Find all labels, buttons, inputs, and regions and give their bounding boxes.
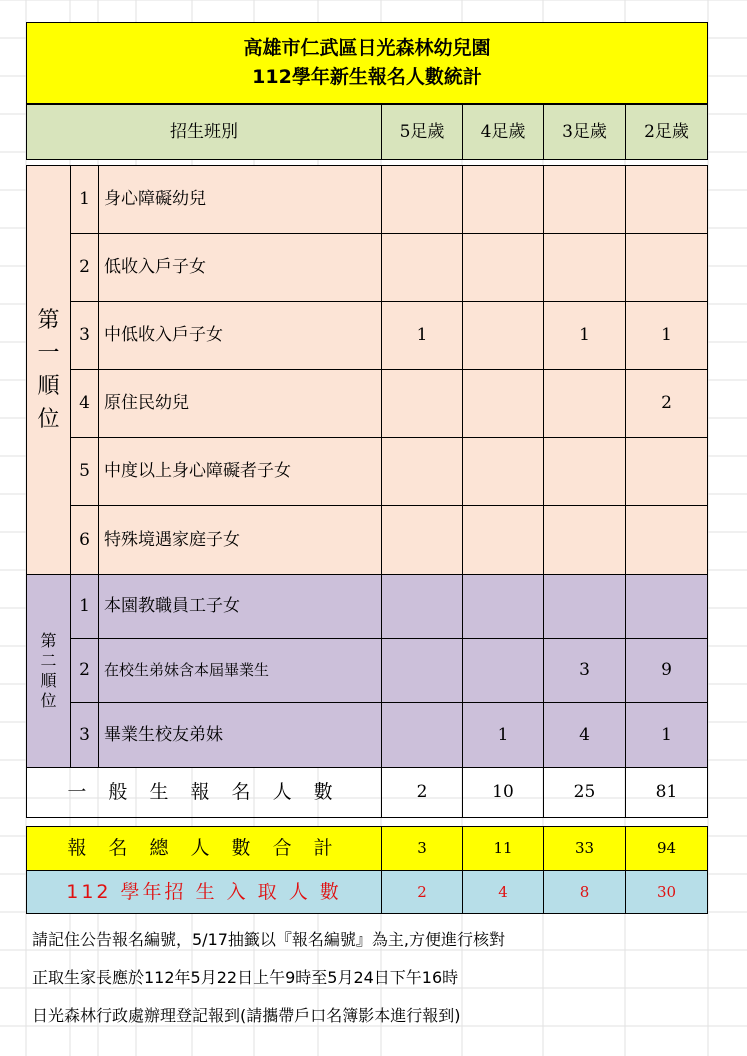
row-label: 低收入戶子女 (98, 233, 382, 302)
value-age-5 (381, 165, 463, 234)
total-label: 報 名 總 人 數 合 計 (26, 826, 382, 871)
value-age-2: 1 (625, 702, 708, 768)
title-line-1: 高雄市仁武區日光森林幼兒園 (243, 37, 491, 59)
header-age-5: 5足歲 (381, 104, 463, 160)
row-number: 1 (70, 165, 99, 234)
row-number: 2 (70, 233, 99, 302)
header-age-3: 3足歲 (543, 104, 626, 160)
value-age-5: 1 (381, 301, 463, 370)
value-age-3 (543, 369, 626, 438)
sheet-title (26, 22, 708, 104)
value-age-2: 9 (625, 638, 708, 703)
value-age-2: 1 (625, 301, 708, 370)
value-age-2 (625, 574, 708, 639)
row-number: 1 (70, 574, 99, 639)
value-age-3: 4 (543, 702, 626, 768)
value-age-3: 8 (543, 870, 626, 914)
header-age-4: 4足歲 (462, 104, 544, 160)
value-age-5 (381, 638, 463, 703)
row-number: 4 (70, 369, 99, 438)
value-age-2: 30 (625, 870, 708, 914)
value-age-5 (381, 437, 463, 506)
value-age-2 (625, 437, 708, 506)
priority-2-label: 第 二 順 位 (26, 574, 71, 768)
row-label: 特殊境遇家庭子女 (98, 505, 382, 575)
value-age-2 (625, 165, 708, 234)
header-age-2: 2足歲 (625, 104, 708, 160)
value-age-4: 11 (462, 826, 544, 871)
row-number: 3 (70, 301, 99, 370)
value-age-5 (381, 574, 463, 639)
row-label: 中度以上身心障礙者子女 (98, 437, 382, 506)
value-age-2: 2 (625, 369, 708, 438)
row-number: 2 (70, 638, 99, 703)
row-label: 在校生弟妹含本屆畢業生 (98, 638, 382, 703)
value-age-3 (543, 505, 626, 575)
value-age-3: 25 (543, 767, 626, 818)
value-age-5: 2 (381, 870, 463, 914)
row-label: 中低收入戶子女 (98, 301, 382, 370)
title-line-2: 112學年新生報名人數統計 (252, 66, 482, 88)
row-label: 畢業生校友弟妹 (98, 702, 382, 768)
value-age-2: 94 (625, 826, 708, 871)
value-age-4 (462, 165, 544, 234)
value-age-3 (543, 437, 626, 506)
row-label: 本園教職員工子女 (98, 574, 382, 639)
value-age-4 (462, 505, 544, 575)
value-age-4: 4 (462, 870, 544, 914)
note-line-3: 日光森林行政處辦理登記報到(請攜帶戶口名簿影本進行報到) (32, 1006, 461, 1025)
row-label: 原住民幼兒 (98, 369, 382, 438)
value-age-4 (462, 369, 544, 438)
value-age-3: 3 (543, 638, 626, 703)
value-age-4 (462, 638, 544, 703)
header-category: 招生班別 (26, 104, 382, 160)
value-age-4 (462, 574, 544, 639)
value-age-3 (543, 574, 626, 639)
value-age-3 (543, 233, 626, 302)
value-age-5 (381, 233, 463, 302)
value-age-5 (381, 505, 463, 575)
value-age-4: 1 (462, 702, 544, 768)
row-label: 身心障礙幼兒 (98, 165, 382, 234)
value-age-5 (381, 702, 463, 768)
value-age-5 (381, 369, 463, 438)
priority-1-label: 第 一 順 位 (26, 165, 71, 575)
value-age-3: 33 (543, 826, 626, 871)
admitted-label: 112 學年招 生 入 取 人 數 (26, 870, 382, 914)
value-age-4: 10 (462, 767, 544, 818)
general-label: 一 般 生 報 名 人 數 (26, 767, 382, 818)
row-number: 3 (70, 702, 99, 768)
value-age-3: 1 (543, 301, 626, 370)
value-age-3 (543, 165, 626, 234)
value-age-4 (462, 437, 544, 506)
row-number: 5 (70, 437, 99, 506)
note-line-1: 請記住公告報名編號，5/17抽籤以『報名編號』為主,方便進行核對 (32, 930, 506, 949)
value-age-2 (625, 505, 708, 575)
value-age-5: 3 (381, 826, 463, 871)
value-age-4 (462, 233, 544, 302)
note-line-2: 正取生家長應於112年5月22日上午9時至5月24日下午16時 (32, 968, 459, 987)
row-number: 6 (70, 505, 99, 575)
value-age-2 (625, 233, 708, 302)
value-age-2: 81 (625, 767, 708, 818)
value-age-4 (462, 301, 544, 370)
value-age-5: 2 (381, 767, 463, 818)
